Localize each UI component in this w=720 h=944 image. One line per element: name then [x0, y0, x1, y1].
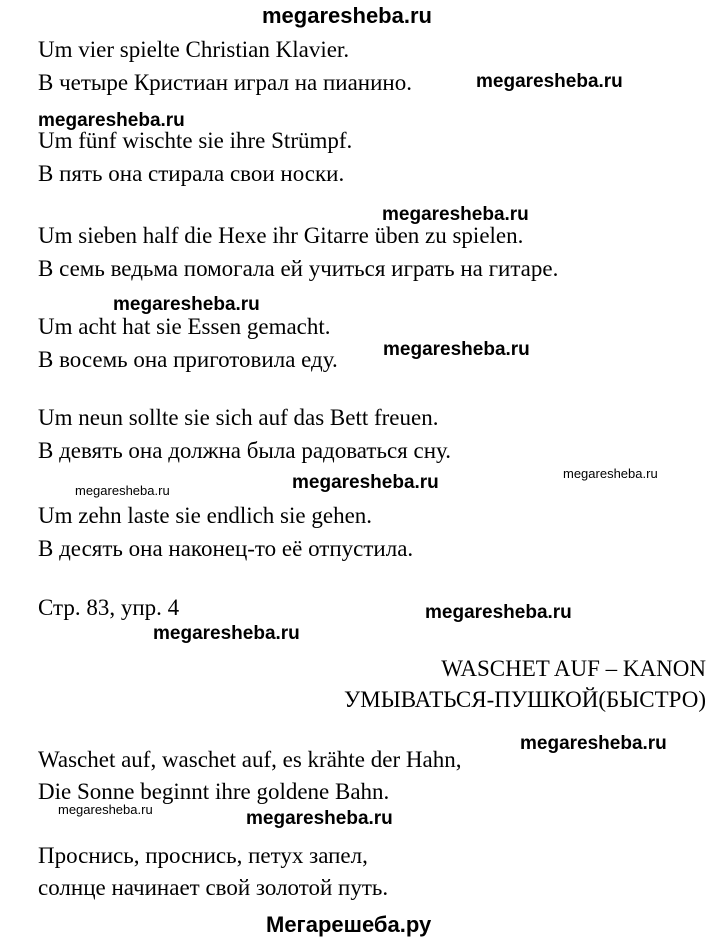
watermark: megaresheba.ru: [246, 808, 393, 829]
text-line: В восемь она приготовила еду.: [38, 347, 338, 372]
watermark: megaresheba.ru: [476, 71, 623, 92]
text-line: В десять она наконец-то её отпустила.: [38, 536, 414, 561]
text-line: В семь ведьма помогала ей учиться играть на гитаре.: [38, 256, 559, 281]
text-line: В девять она должна была радоваться сну.: [38, 438, 451, 463]
text-line: Проснись, проснись, петух запел,: [38, 843, 368, 868]
song-title: WASCHET AUF – KANON: [441, 656, 706, 681]
watermark: megaresheba.ru: [520, 733, 667, 754]
watermark: megaresheba.ru: [58, 802, 153, 817]
watermark: megaresheba.ru: [292, 472, 439, 493]
text-line: солнце начинает свой золотой путь.: [38, 875, 389, 900]
text-line: Um sieben half die Hexe ihr Gitarre üben zu spielen.: [38, 223, 524, 248]
text-line: Um fünf wischte sie ihre Strümpf.: [38, 128, 353, 153]
text-line: Um acht hat sie Essen gemacht.: [38, 314, 331, 339]
text-line: В пять она стирала свои носки.: [38, 161, 345, 186]
watermark: megaresheba.ru: [38, 110, 185, 131]
watermark: megaresheba.ru: [563, 466, 658, 481]
footer-watermark: Мегарешеба.ру: [266, 912, 432, 937]
watermark: megaresheba.ru: [75, 483, 170, 498]
watermark: megaresheba.ru: [425, 602, 572, 623]
text-line: В четыре Кристиан играл на пианино.: [38, 70, 412, 95]
text-line: Waschet auf, waschet auf, es krähte der Hahn,: [38, 747, 462, 772]
watermark: megaresheba.ru: [153, 623, 300, 644]
watermark: megaresheba.ru: [382, 204, 529, 225]
text-line: Um neun sollte sie sich auf das Bett freuen.: [38, 405, 439, 430]
header-watermark: megaresheba.ru: [262, 3, 432, 28]
watermark: megaresheba.ru: [383, 339, 530, 360]
exercise-reference: Стр. 83, упр. 4: [38, 595, 180, 620]
text-line: Die Sonne beginnt ihre goldene Bahn.: [38, 779, 390, 804]
text-line: Um vier spielte Christian Klavier.: [38, 37, 350, 62]
watermark: megaresheba.ru: [113, 294, 260, 315]
text-line: Um zehn laste sie endlich sie gehen.: [38, 503, 373, 528]
song-title-translation: УМЫВАТЬСЯ-ПУШКОЙ(БЫСТРО): [343, 687, 706, 712]
